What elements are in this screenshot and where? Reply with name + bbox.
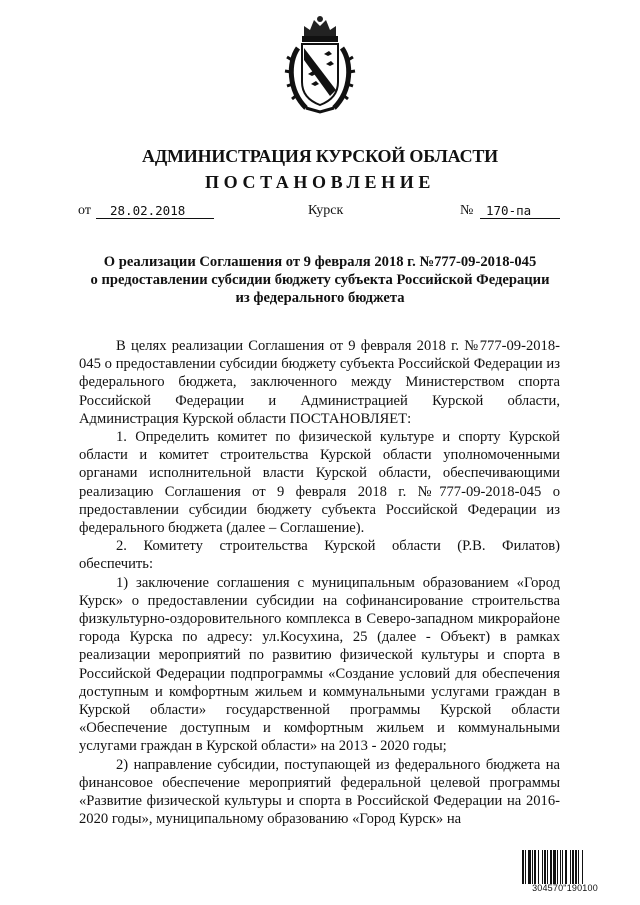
barcode-bars — [522, 850, 608, 884]
title-line: из федерального бюджета — [235, 290, 405, 306]
coat-of-arms-icon — [284, 12, 356, 116]
body-paragraph: 2. Комитету строительства Курской области (Р.В. Филатов) обеспечить: — [79, 538, 560, 573]
number-label: № — [460, 203, 474, 218]
body-paragraph: 1) заключение соглашения с муниципальным образованием «Город Курск» о предоставлении субсидии на софинансирование строительства физкультурно-оздоровительного комплекса в Северо-западном микрорайоне города Курска по адресу: ул.Косухина, 25 (далее - Объект) в рамках реализации мероприятий по развитию физической культуры и спорта в Российской Федерации подпрограммы «Создание условий для обеспечения доступным и комфортным жильем и коммунальными услугами граждан в Курской области» государственной программы Курской области «Обеспечение доступным и комфортным жильем и коммунальными услугами граждан в Курской области» на 2013 - 2020 годы; — [79, 574, 560, 755]
date-label: от — [78, 203, 91, 218]
city-name: Курск — [308, 203, 344, 218]
document-title — [76, 253, 564, 307]
barcode-number: 304570"190100 — [532, 883, 598, 893]
title-line: О реализации Соглашения от 9 февраля 2018 г. №777-09-2018-045 — [103, 254, 537, 270]
body-paragraph: 1. Определить комитет по физической культуре и спорту Курской области и комитет строительства Курской области уполномоченными органами исполнительной власти Курской области, обеспечивающими реализацию Соглашения от 9 февраля 2018 г. №777-09-2018-045 о предоставлении субсидии бюджету субъекта Российской Федерации из федерального бюджета (далее – Соглашение). — [79, 429, 560, 537]
body-paragraph: В целях реализации Соглашения от 9 февраля 2018 г. №777-09-2018-045 о предоставлении субсидии бюджету субъекта Российской Федерации из федерального бюджета, заключенного между Министерством спорта Российской Федерации и Администрацией Курской области, Администрация Курской области ПОСТАНОВЛЯЕТ: — [79, 338, 560, 427]
body-paragraph: 2) направление субсидии, поступающей из федерального бюджета на финансовое обеспечение мероприятий федеральной целевой программы «Развитие физической культуры и спорта в Российской Федерации на 2016-2020 годы», муниципальному образованию «Город Курск» на — [79, 756, 560, 828]
title-line: о предоставлении субсидии бюджету субъекта Российской Федерации — [90, 272, 550, 288]
barcode — [522, 850, 608, 894]
document-number: 170-па — [480, 203, 560, 219]
document-body — [79, 337, 560, 828]
document-meta-line — [78, 203, 560, 223]
document-type: ПОСТАНОВЛЕНИЕ — [205, 172, 435, 192]
document-date: 28.02.2018 — [96, 203, 214, 219]
organization-name: АДМИНИСТРАЦИЯ КУРСКОЙ ОБЛАСТИ — [142, 146, 498, 166]
